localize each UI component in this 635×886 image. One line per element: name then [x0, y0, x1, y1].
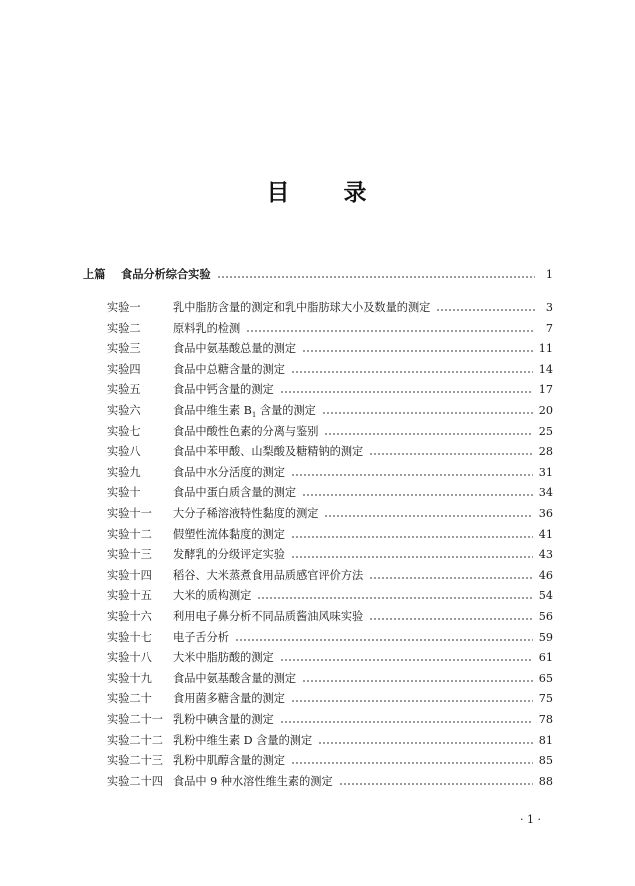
- entry-title: 发酵乳的分级评定实验: [173, 548, 285, 561]
- entry-title: 食品中苯甲酸、山梨酸及糖精钠的测定: [173, 445, 364, 458]
- toc-entry: [107, 732, 553, 748]
- entry-title: 大分子稀溶液特性黏度的测定: [173, 507, 319, 520]
- entry-title: 大米的质构测定: [173, 589, 252, 602]
- entry-title-part: 含量的测定: [256, 404, 316, 417]
- entry-title: 食品中氨基酸总量的测定: [173, 342, 297, 355]
- dot-leader: [291, 474, 533, 476]
- dot-leader: [369, 577, 533, 579]
- entry-number: 实验十四: [107, 569, 152, 582]
- entry-page: 56: [538, 609, 553, 623]
- toc-part-heading: [83, 266, 553, 282]
- dot-leader: [291, 371, 533, 373]
- toc-entry: [107, 484, 553, 500]
- dot-leader: [436, 309, 535, 311]
- entry-title: [173, 402, 316, 418]
- part-page: 1: [545, 267, 553, 281]
- entry-page: 25: [538, 424, 553, 438]
- entry-page: 20: [538, 403, 553, 417]
- entry-title: 乳粉中维生素 D 含量的测定: [173, 734, 313, 747]
- dot-leader: [280, 721, 533, 723]
- entry-title: 大米中脂肪酸的测定: [173, 651, 274, 664]
- entry-page: 59: [538, 630, 553, 644]
- entry-number: 实验十二: [107, 528, 152, 541]
- entry-page: 75: [538, 691, 553, 705]
- entry-title: 原料乳的检测: [173, 322, 241, 335]
- entry-title: 食品中蛋白质含量的测定: [173, 486, 297, 499]
- toc-entry: [107, 443, 553, 459]
- dot-leader: [302, 350, 533, 352]
- dot-leader: [291, 762, 533, 764]
- entry-page: 88: [538, 774, 553, 788]
- dot-leader: [302, 494, 533, 496]
- entry-number: 实验一: [107, 301, 141, 314]
- entry-number: 实验二十一: [107, 713, 163, 726]
- entry-title: 食品中水分活度的测定: [173, 466, 285, 479]
- entry-page: 3: [545, 300, 553, 314]
- entry-title: 稻谷、大米蒸煮食用品质感官评价方法: [173, 569, 364, 582]
- entry-number: 实验十: [107, 486, 141, 499]
- toc-entry: [107, 690, 553, 706]
- entry-number: 实验二十二: [107, 734, 163, 747]
- entry-number: 实验五: [107, 383, 141, 396]
- entry-page: 81: [538, 733, 553, 747]
- toc-entry: [107, 423, 553, 439]
- entry-page: 65: [538, 671, 553, 685]
- entry-title: 乳粉中碘含量的测定: [173, 713, 274, 726]
- toc-entry: [107, 546, 553, 562]
- dot-leader: [291, 556, 533, 558]
- page-title: [0, 174, 635, 207]
- entry-number: 实验十三: [107, 548, 152, 561]
- entry-number: 实验十七: [107, 631, 152, 644]
- toc-entry: [107, 464, 553, 480]
- entry-page: 17: [538, 382, 553, 396]
- entry-page: 36: [538, 506, 553, 520]
- entry-number: 实验十八: [107, 651, 152, 664]
- entry-number: 实验八: [107, 445, 141, 458]
- dot-leader: [324, 515, 532, 517]
- entry-number: 实验十五: [107, 589, 152, 602]
- entry-page: 43: [538, 547, 553, 561]
- entry-title: 食品中 9 种水溶性维生素的测定: [173, 775, 333, 788]
- entry-title: 利用电子鼻分析不同品质酱油风味实验: [173, 610, 364, 623]
- dot-leader: [369, 618, 533, 620]
- dot-leader: [280, 391, 533, 393]
- dot-leader: [322, 412, 533, 414]
- entry-number: 实验十六: [107, 610, 152, 623]
- toc-entry: [107, 299, 553, 315]
- toc-entry: [107, 505, 553, 521]
- toc-entry: [107, 320, 553, 336]
- dot-leader: [291, 700, 533, 702]
- toc-entry: [107, 608, 553, 624]
- dot-leader: [318, 742, 533, 744]
- entry-page: 78: [538, 712, 553, 726]
- dot-leader: [302, 680, 533, 682]
- entry-number: 实验十九: [107, 672, 152, 685]
- toc-entry: [107, 629, 553, 645]
- entry-number: 实验六: [107, 404, 141, 417]
- toc-entry: [107, 752, 553, 768]
- entry-title: 电子舌分析: [173, 631, 229, 644]
- entry-title: 乳粉中肌醇含量的测定: [173, 754, 285, 767]
- entry-page: 61: [538, 650, 553, 664]
- entry-number: 实验二十三: [107, 754, 163, 767]
- entry-page: 31: [538, 465, 553, 479]
- entry-page: 85: [538, 753, 553, 767]
- toc-entry: [107, 361, 553, 377]
- entry-title-part: 食品中维生素 B: [173, 404, 252, 417]
- title-char-1: 目: [266, 179, 292, 206]
- toc-entry: [107, 526, 553, 542]
- entry-title: 食品中酸性色素的分离与鉴别: [173, 425, 319, 438]
- entry-number: 实验七: [107, 425, 141, 438]
- entry-page: 11: [538, 341, 553, 355]
- entry-number: 实验二: [107, 322, 141, 335]
- toc-entry: [107, 381, 553, 397]
- dot-leader: [280, 659, 533, 661]
- entry-title-subscript: 1: [251, 411, 257, 419]
- part-number: 上篇: [83, 267, 106, 281]
- entry-page: 14: [538, 362, 553, 376]
- toc-entry: [107, 711, 553, 727]
- entry-page: 7: [545, 321, 553, 335]
- entry-number: 实验三: [107, 342, 141, 355]
- dot-leader: [235, 639, 533, 641]
- toc-entry: [107, 402, 553, 418]
- entry-title: 食品中钙含量的测定: [173, 383, 274, 396]
- entry-number: 实验二十四: [107, 775, 163, 788]
- dot-leader: [257, 597, 532, 599]
- entry-title: 食用菌多糖含量的测定: [173, 692, 285, 705]
- entry-page: 28: [538, 444, 553, 458]
- entry-number: 实验九: [107, 466, 141, 479]
- toc-entry: [107, 670, 553, 686]
- toc-entry: [107, 649, 553, 665]
- footer-page-number: · 1 ·: [520, 813, 541, 826]
- entry-title: 乳中脂肪含量的测定和乳中脂肪球大小及数量的测定: [173, 301, 431, 314]
- entry-number: 实验二十: [107, 692, 152, 705]
- entry-number: 实验四: [107, 363, 141, 376]
- part-name: 食品分析综合实验: [121, 267, 211, 281]
- entry-page: 34: [538, 485, 553, 499]
- toc-entry: [107, 567, 553, 583]
- toc-entry: [107, 773, 553, 789]
- entry-page: 54: [538, 588, 553, 602]
- entry-page: 46: [538, 568, 553, 582]
- entry-number: 实验十一: [107, 507, 152, 520]
- dot-leader: [217, 276, 535, 278]
- entry-title: 食品中氨基酸含量的测定: [173, 672, 297, 685]
- toc-entry: [107, 340, 553, 356]
- entry-page: 41: [538, 527, 553, 541]
- dot-leader: [291, 536, 533, 538]
- entry-title: 假塑性流体黏度的测定: [173, 528, 285, 541]
- entry-title: 食品中总糖含量的测定: [173, 363, 285, 376]
- dot-leader: [324, 433, 532, 435]
- dot-leader: [339, 783, 533, 785]
- dot-leader: [246, 330, 535, 332]
- toc-entry: [107, 587, 553, 603]
- title-char-2: 录: [343, 179, 369, 206]
- dot-leader: [369, 453, 533, 455]
